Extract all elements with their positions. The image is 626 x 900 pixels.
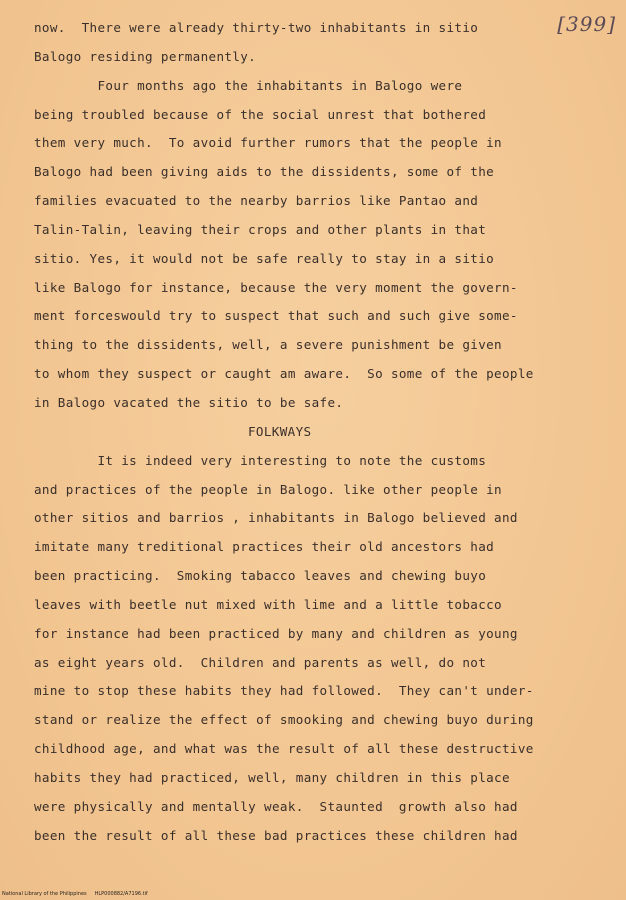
text-line: for instance had been practiced by many and children as young (34, 625, 518, 641)
text-line: been the result of all these bad practices these children had (34, 827, 518, 843)
text-line: like Balogo for instance, because the very moment the govern- (34, 279, 518, 295)
text-line: Balogo had been giving aids to the dissidents, some of the (34, 164, 495, 180)
section-heading: FOLKWAYS (248, 423, 312, 439)
text-line: being troubled because of the social unrest that bothered (34, 106, 487, 122)
text-line: other sitios and barrios , inhabitants in Balogo believed and (34, 510, 518, 526)
text-line: sitio. Yes, it would not be safe really to stay in a sitio (34, 250, 495, 266)
text-line: ment forceswould try to suspect that such and such give some- (34, 308, 518, 324)
text-line: them very much. To avoid further rumors that the people in (34, 135, 502, 151)
text-line: imitate many treditional practices their old ancestors had (34, 539, 495, 555)
text-line: were physically and mentally weak. Staunted growth also had (34, 798, 518, 814)
text-line: to whom they suspect or caught am aware. So some of the people (34, 366, 534, 382)
text-line: Balogo residing permanently. (34, 48, 257, 64)
text-line: families evacuated to the nearby barrios like Pantao and (34, 193, 479, 209)
text-line: now. There were already thirty-two inhabitants in sitio (34, 20, 479, 35)
document-body (34, 14, 604, 850)
text-line: leaves with beetle nut mixed with lime and a little tobacco (34, 596, 502, 612)
scan-footer: National Library of the Philippines HLP000882/A7196.tif (2, 891, 148, 897)
text-line: and practices of the people in Balogo. like other people in (34, 481, 502, 497)
text-line: habits they had practiced, well, many children in this place (34, 769, 510, 785)
text-line: childhood age, and what was the result of all these destructive (34, 741, 534, 757)
text-line: Four months ago the inhabitants in Balogo were (34, 77, 463, 93)
text-line: Talin-Talin, leaving their crops and other plants in that (34, 221, 487, 237)
text-line: been practicing. Smoking tabacco leaves and chewing buyo (34, 568, 487, 584)
page-number: [399] (557, 12, 616, 36)
text-line: It is indeed very interesting to note the customs (34, 452, 487, 468)
text-line: stand or realize the effect of smooking and chewing buyo during (34, 712, 534, 728)
text-line: mine to stop these habits they had followed. They can't under- (34, 683, 534, 699)
text-line: thing to the dissidents, well, a severe punishment be given (34, 337, 502, 353)
text-line: in Balogo vacated the sitio to be safe. (34, 394, 344, 410)
text-line: as eight years old. Children and parents as well, do not (34, 654, 487, 670)
